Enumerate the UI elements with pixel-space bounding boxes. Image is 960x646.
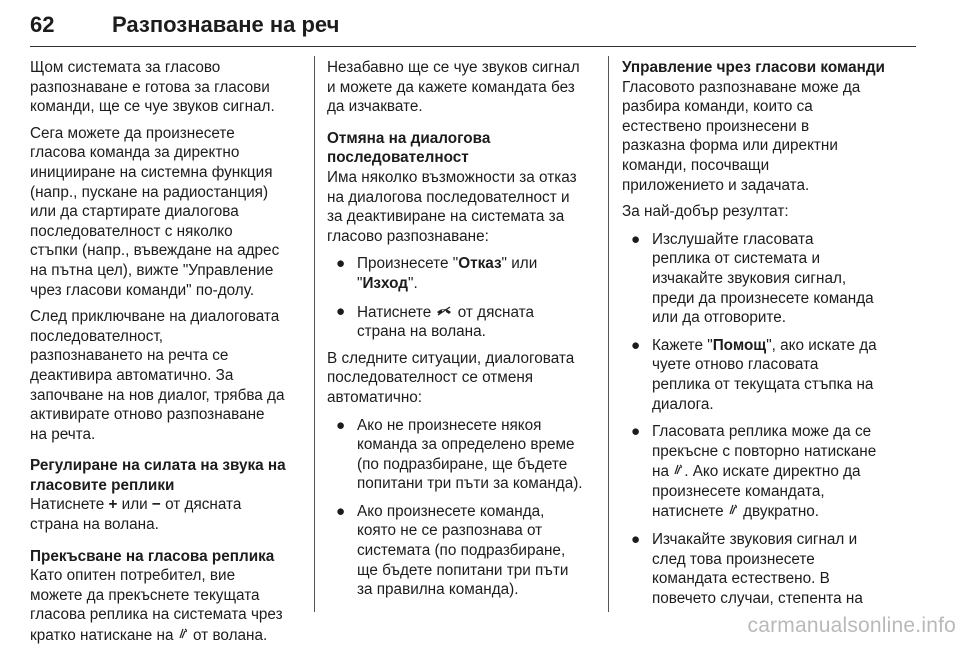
- bullet: ●: [631, 423, 641, 441]
- paragraph: Сега можете да произнесете гласова команда за директно иницииране на системна функция (напр., пускане на радиостанция) или да стартирате диалогова последователност с няколко стъпки (напр., въвеждане на адрес на пътна цел), вижте "Управление чрез гласови команди" по-долу.: [30, 124, 280, 299]
- section-heading: Управление чрез гласови команди: [622, 59, 885, 76]
- paragraph: Щом системата за гласово разпознаване е готова за гласови команди, ще се чуе звуков сигнал.: [30, 59, 275, 116]
- list-item: ● Изслушайте гласовата реплика от системата и изчакайте звуковия сигнал, преди да произнесете команда или да отговорите.: [631, 230, 874, 327]
- paragraph: За най-добър резултат:: [622, 203, 789, 221]
- column-3: [622, 58, 894, 608]
- list-item: ● Изчакайте звуковия сигнал и след това произнесете командата естествено. В повечето случаи, степента на: [631, 531, 863, 607]
- list-item: ● Гласовата реплика може да се прекъсне с повторно натискане на . Ако искате директно да произнесете командата, натиснете двукратно.: [631, 423, 877, 521]
- column-1: [30, 58, 306, 646]
- paragraph: Незабавно ще се чуе звуков сигнал и можете да кажете командата без да изчаквате.: [327, 59, 580, 116]
- section-heading: Прекъсване на гласова реплика: [30, 547, 275, 565]
- bullet: ●: [336, 255, 346, 273]
- paragraph: Натиснете + или − от дясната страна на волана.: [30, 496, 242, 534]
- chapter-title: Разпознаване на реч: [112, 12, 340, 37]
- paragraph: Като опитен потребител, вие можете да прекъснете текущата гласова реплика на системата чрез кратко натискане на от волана.: [30, 567, 283, 645]
- paragraph: Има няколко възможности за отказ на диалогова последователност и за деактивиране на системата за гласово разпознаване:: [327, 168, 577, 245]
- page-header: [30, 12, 916, 47]
- paragraph: Гласовото разпознаване може да разбира команди, които са естествено произнесени в разказна форма или директни команди, посочващи приложението и задачата.: [622, 78, 861, 194]
- list-item: ● Произнесете "Отказ" или "Изход".: [336, 255, 538, 292]
- bullet: ●: [631, 336, 641, 354]
- plus-icon: +: [108, 496, 118, 514]
- section-heading: Регулиране на силата на звука на гласовите реплики: [30, 457, 286, 494]
- bullet: ●: [336, 302, 346, 320]
- list-item: ● Ако не произнесете някоя команда за определено време (по подразбиране, ще бъдете попитани три пъти за команда).: [336, 416, 583, 493]
- watermark: carmanualsonline.info: [747, 614, 956, 637]
- minus-icon: −: [151, 496, 161, 514]
- column-divider: [608, 56, 609, 612]
- paragraph: В следните ситуации, диалоговата последователност се отменя автоматично:: [327, 349, 575, 406]
- paragraph: След приключване на диалоговата последователност, разпознаването на речта се деактивира автоматично. За започване на нов диалог, трябва да активирате отново разпознаване на речта.: [30, 308, 285, 443]
- page-number: 62: [30, 12, 55, 37]
- bullet: ●: [336, 416, 346, 434]
- list-item: ● Натиснете от дясната страна на волана.: [336, 302, 534, 341]
- column-2: [327, 58, 599, 600]
- bullet: ●: [631, 531, 641, 549]
- section-heading: Отмяна на диалогова последователност: [327, 129, 491, 167]
- voice-command-icon: [728, 501, 739, 521]
- column-divider: [314, 56, 315, 612]
- list-item: ● Кажете "Помощ", ако искате да чуете отново гласовата реплика от текущата стъпка на диалога.: [631, 336, 877, 413]
- end-call-icon: [435, 302, 453, 322]
- list-item: ● Ако произнесете команда, която не се разпознава от системата (по подразбиране, ще бъдете попитани три пъти за правилна команда).: [336, 502, 569, 599]
- bullet: ●: [631, 230, 641, 248]
- bullet: ●: [336, 502, 346, 520]
- voice-command-icon: [673, 461, 684, 481]
